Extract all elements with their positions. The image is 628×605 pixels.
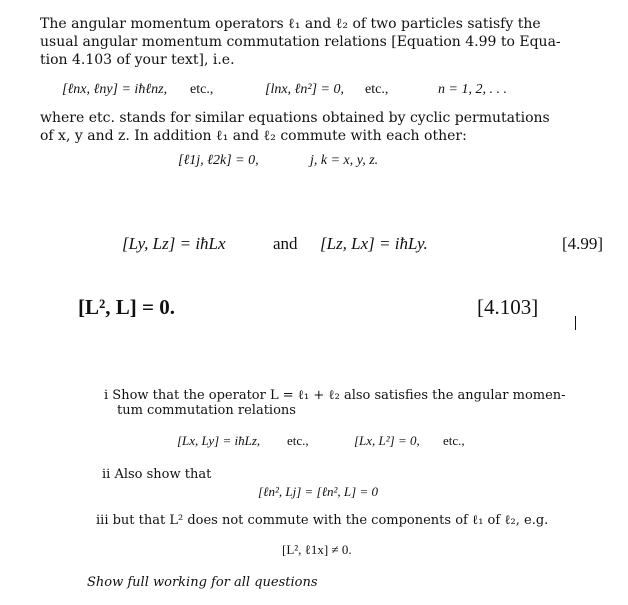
eq-4103-tag: [4.103]: [477, 295, 539, 319]
intro-line-3: tion 4.103 of your text], i.e.: [40, 52, 235, 68]
intro-line-1: The angular momentum operators ℓ₁ and ℓ₂ of two particles satisfy the: [40, 16, 541, 32]
middle-paragraph: [40, 109, 550, 145]
commutator-etc-2: etc.,: [365, 82, 389, 97]
question-i-eq-b: [Lx, L²] = 0,: [354, 433, 420, 448]
question-i-eq-a-etc: etc.,: [287, 433, 309, 448]
commutator-l-components: [ℓnx, ℓny] = iħℓnz,: [62, 82, 168, 97]
footer-instruction: Show full working for all questions: [87, 575, 318, 590]
index-range: j, k = x, y, z.: [310, 153, 379, 168]
text-cursor: [575, 316, 576, 330]
eq-499-right: [Lz, Lx] = iħLy.: [320, 234, 428, 253]
n-range: n = 1, 2, . . .: [438, 82, 507, 97]
middle-line-2: of x, y and z. In addition ℓ₁ and ℓ₂ commute with each other:: [40, 128, 467, 144]
middle-line-1: where etc. stands for similar equations obtained by cyclic permutations: [40, 110, 550, 126]
cross-commutator: [ℓ1j, ℓ2k] = 0,: [178, 153, 259, 168]
question-i-line-1: i Show that the operator L = ℓ₁ + ℓ₂ also satisfies the angular momen-: [104, 388, 566, 403]
question-iii-line: iii but that L² does not commute with the components of ℓ₁ of ℓ₂, e.g.: [96, 513, 549, 528]
question-iii-eq: [L², ℓ1x] ≠ 0.: [282, 542, 352, 557]
intro-line-2: usual angular momentum commutation relations [Equation 4.99 to Equa-: [40, 34, 561, 50]
eq-499-left: [Ly, Lz] = iħLx: [122, 234, 226, 253]
intro-paragraph: [40, 15, 561, 69]
eq-499-tag: [4.99]: [562, 234, 604, 253]
commutator-etc-1: etc.,: [190, 82, 214, 97]
question-i-eq-b-etc: etc.,: [443, 433, 465, 448]
question-ii-line: ii Also show that: [102, 467, 212, 482]
commutator-l-squared: [lnx, ℓn²] = 0,: [265, 82, 344, 97]
eq-4103-expr: [L², L] = 0.: [78, 295, 176, 319]
eq-499-and: and: [273, 234, 298, 253]
question-i-eq-a: [Lx, Ly] = iħLz,: [177, 433, 261, 448]
question-i-line-2: tum commutation relations: [117, 403, 296, 418]
question-ii-eq: [ℓn², Lj] = [ℓn², L] = 0: [258, 484, 378, 499]
